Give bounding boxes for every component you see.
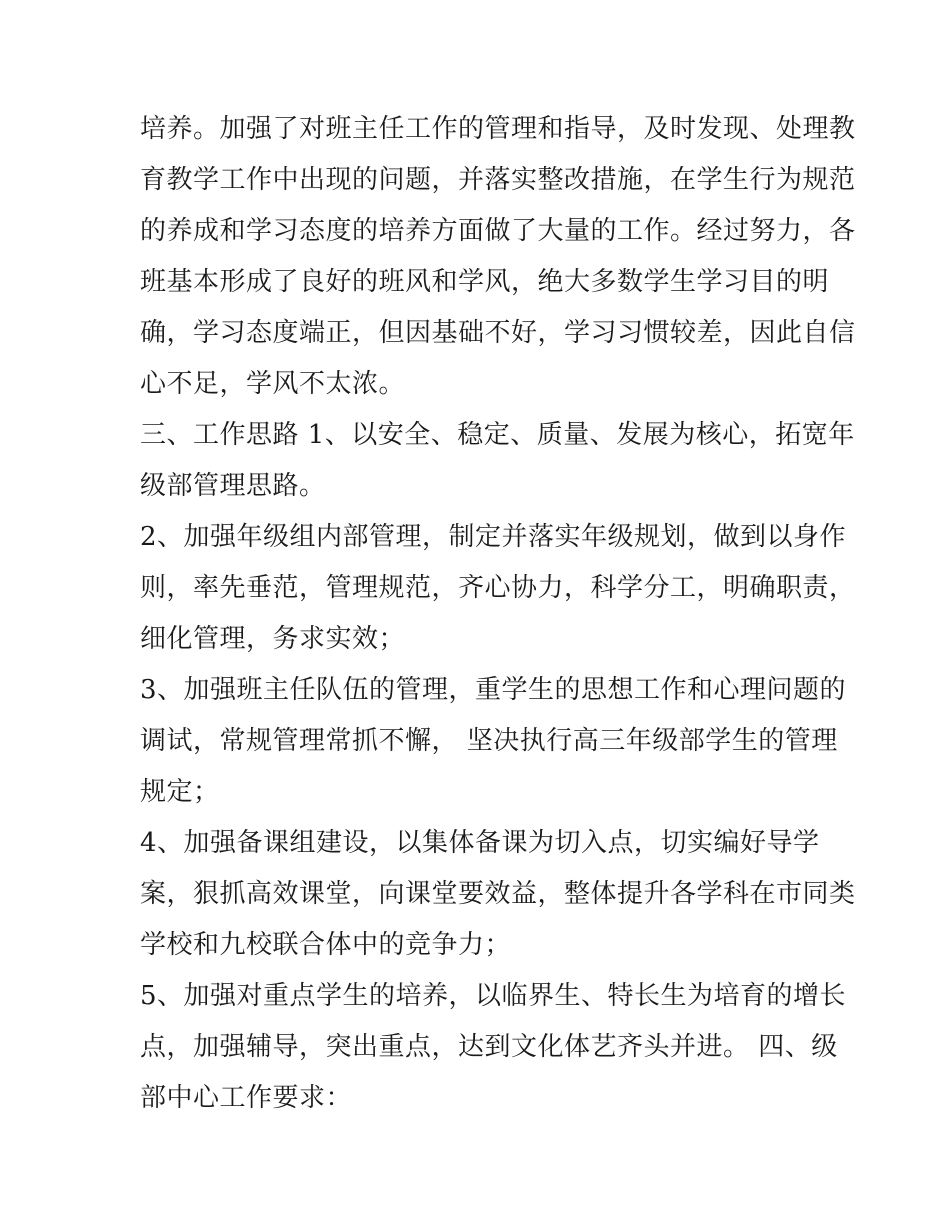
text-line: 育教学工作中出现的问题，并落实整改措施，在学生行为规范 — [140, 165, 856, 195]
text-line: 学校和九校联合体中的竞争力； — [140, 930, 512, 960]
list-item-line: 4、加强备课组建设，以集体备课为切入点，切实编好导学 — [140, 828, 820, 858]
text-line: 班基本形成了良好的班风和学风，绝大多数学生学习目的明 — [140, 267, 830, 297]
text-line: 的养成和学习态度的培养方面做了大量的工作。经过努力，各 — [140, 216, 856, 246]
text-line: 心不足，学风不太浓。 — [140, 369, 406, 399]
text-line: 调试，常规管理常抓不懈， 坚决执行高三年级部学生的管理 — [140, 726, 838, 756]
text-line: 规定； — [140, 777, 220, 807]
text-line: 点，加强辅导，突出重点，达到文化体艺齐头并进。 四、级 — [140, 1032, 838, 1062]
text-line: 确，学习态度端正，但因基础不好，学习习惯较差，因此自信 — [140, 318, 856, 348]
section-heading-line: 三、工作思路 1、以安全、稳定、质量、发展为核心，拓宽年 — [140, 420, 855, 450]
text-line: 级部管理思路。 — [140, 471, 326, 501]
document-body — [140, 104, 856, 1124]
text-line: 案，狠抓高效课堂，向课堂要效益，整体提升各学科在市同类 — [140, 879, 856, 909]
text-line: 细化管理，务求实效； — [140, 624, 406, 654]
list-item-line: 5、加强对重点学生的培养，以临界生、特长生为培育的增长 — [140, 981, 847, 1011]
text-line: 则，率先垂范，管理规范，齐心协力，科学分工，明确职责， — [140, 573, 856, 603]
text-line: 培养。加强了对班主任工作的管理和指导，及时发现、处理教 — [140, 114, 856, 144]
list-item-line: 3、加强班主任队伍的管理，重学生的思想工作和心理问题的 — [140, 675, 847, 705]
list-item-line: 2、加强年级组内部管理，制定并落实年级规划，做到以身作 — [140, 522, 847, 552]
text-line: 部中心工作要求： — [140, 1083, 353, 1113]
